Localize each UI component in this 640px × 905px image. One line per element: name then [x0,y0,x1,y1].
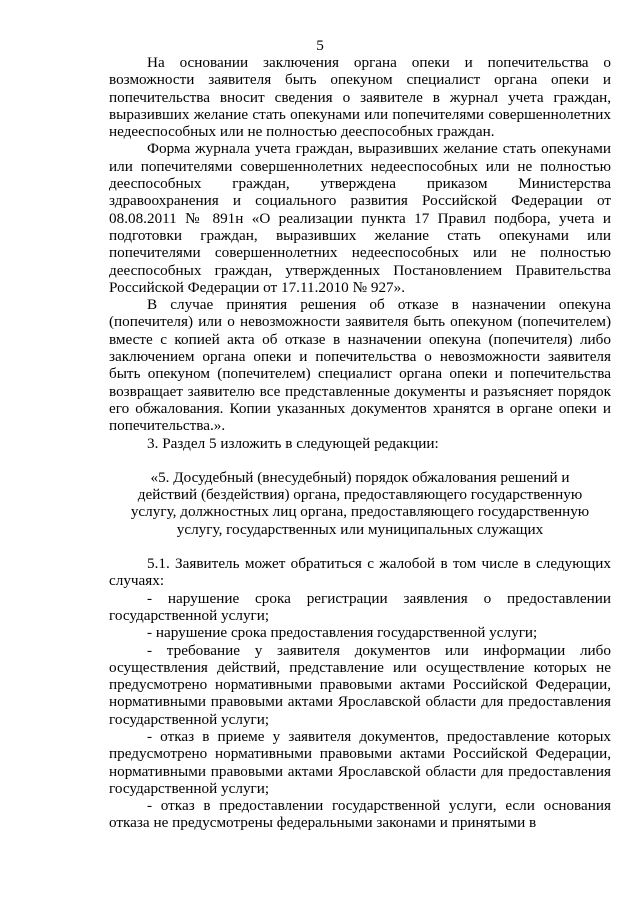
complaint-case-item: - нарушение срока регистрации заявления о предоставлении государственной услуги; [109,589,611,624]
complaint-case-item: - отказ в приеме у заявителя документов, предоставление которых предусмотрено нормативными правовыми актами Российской Федерации, нормативными правовыми актами Ярославской области для предоставления государственной услуги; [109,727,611,797]
document-body [109,54,611,831]
paragraph-guardian-registration: На основании заключения органа опеки и попечительства о возможности заявителя быть опекуном специалист органа опеки и попечительства вносит сведения о заявителе в журнал учета граждан, выразивших желание стать опекунами или попечителями совершеннолетних недееспособных или не полностью дееспособных граждан. [109,54,611,141]
section-heading: «5. Досудебный (внесудебный) порядок обжалования решений и действий (бездействия) органа, предоставляющего государственную услугу, должностных лиц органа, предоставляющего государственную услугу, государственных или муниципальных служащих [130,468,590,538]
complaint-case-item: - отказ в предоставлении государственной услуги, если основания отказа не предусмотрены федеральными законами и принятыми в [109,797,611,832]
complaint-case-item: - требование у заявителя документов или информации либо осуществления действий, представление или осуществление которых не предусмотрено нормативными правовыми актами Российской Федерации, нормативными правовыми актами Ярославской области для предоставления государственной услуги; [109,641,611,728]
paragraph-complaint-intro: 5.1. Заявитель может обратиться с жалобой в том числе в следующих случаях: [109,555,611,590]
paragraph-section-amendment: 3. Раздел 5 изложить в следующей редакции: [147,434,439,452]
page-number: 5 [316,37,324,54]
paragraph-registry-form: Форма журнала учета граждан, выразивших желание стать опекунами или попечителями совершеннолетних недееспособных или не полностью дееспособных граждан, утверждена приказом Министерства здравоохранения и социального развития Российской Федерации от 08.08.2011 № 891н «О реализации пункта 17 Правил подбора, учета и подготовки граждан, выразивших желание стать опекунами или попечителями совершеннолетних недееспособных или не полностью дееспособных граждан, утвержденных Постановлением Правительства Российской Федерации от 17.11.2010 № 927». [109,140,611,296]
paragraph-refusal-procedure: В случае принятия решения об отказе в назначении опекуна (попечителя) или о невозможности заявителя быть опекуном (попечителем) вместе с копией акта об отказе в назначении опекуна (попечителя) либо заключением органа опеки и попечительства о невозможности заявителя быть опекуном (попечителем) специалист органа опеки и попечительства возвращает заявителю все представленные документы и разъясняет порядок его обжалования. Копии указанных документов хранятся в органе опеки и попечительства.». [109,296,611,435]
complaint-case-item: - нарушение срока предоставления государственной услуги; [147,624,538,642]
